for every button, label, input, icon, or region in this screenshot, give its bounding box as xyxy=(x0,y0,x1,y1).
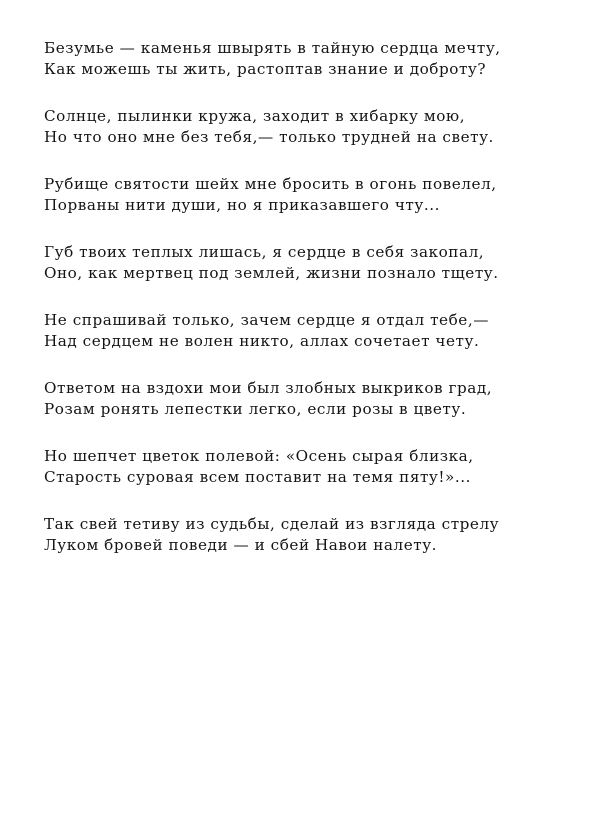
poem-line: Над сердцем не волен никто, аллах сочетает чету. xyxy=(44,332,480,350)
stanza-7 xyxy=(44,446,564,488)
stanza-6 xyxy=(44,378,564,420)
poem-line: Но что оно мне без тебя,— только трудней на свету. xyxy=(44,128,494,146)
stanza-4 xyxy=(44,242,564,284)
stanza-1 xyxy=(44,38,564,80)
poem-line: Не спрашивай только, зачем сердце я отдал тебе,— xyxy=(44,311,489,329)
stanza-8 xyxy=(44,514,564,556)
poem-line: Луком бровей поведи — и сбей Навои налету. xyxy=(44,536,438,554)
stanza-3 xyxy=(44,174,564,216)
poem-line: Розам ронять лепестки легко, если розы в цвету. xyxy=(44,400,467,418)
stanza-5 xyxy=(44,310,564,352)
poem-line: Ответом на вздохи мои был злобных выкриков град, xyxy=(44,379,493,397)
poem-line: Старость суровая всем поставит на темя пяту!»... xyxy=(44,468,472,486)
poem xyxy=(44,38,564,582)
poem-line: Губ твоих теплых лишась, я сердце в себя закопал, xyxy=(44,243,485,261)
poem-line: Солнце, пылинки кружа, заходит в хибарку мою, xyxy=(44,107,466,125)
poem-line: Рубище святости шейх мне бросить в огонь повелел, xyxy=(44,175,497,193)
poem-line: Так свей тетиву из судьбы, сделай из взгляда стрелу xyxy=(44,515,500,533)
poem-line: Но шепчет цветок полевой: «Осень сырая близка, xyxy=(44,447,474,465)
poem-line: Оно, как мертвец под землей, жизни познало тщету. xyxy=(44,264,499,282)
poem-line: Как можешь ты жить, растоптав знание и доброту? xyxy=(44,60,487,78)
poem-line: Порваны нити души, но я приказавшего чту... xyxy=(44,196,440,214)
stanza-2 xyxy=(44,106,564,148)
poem-line: Безумье — каменья швырять в тайную сердца мечту, xyxy=(44,39,501,57)
